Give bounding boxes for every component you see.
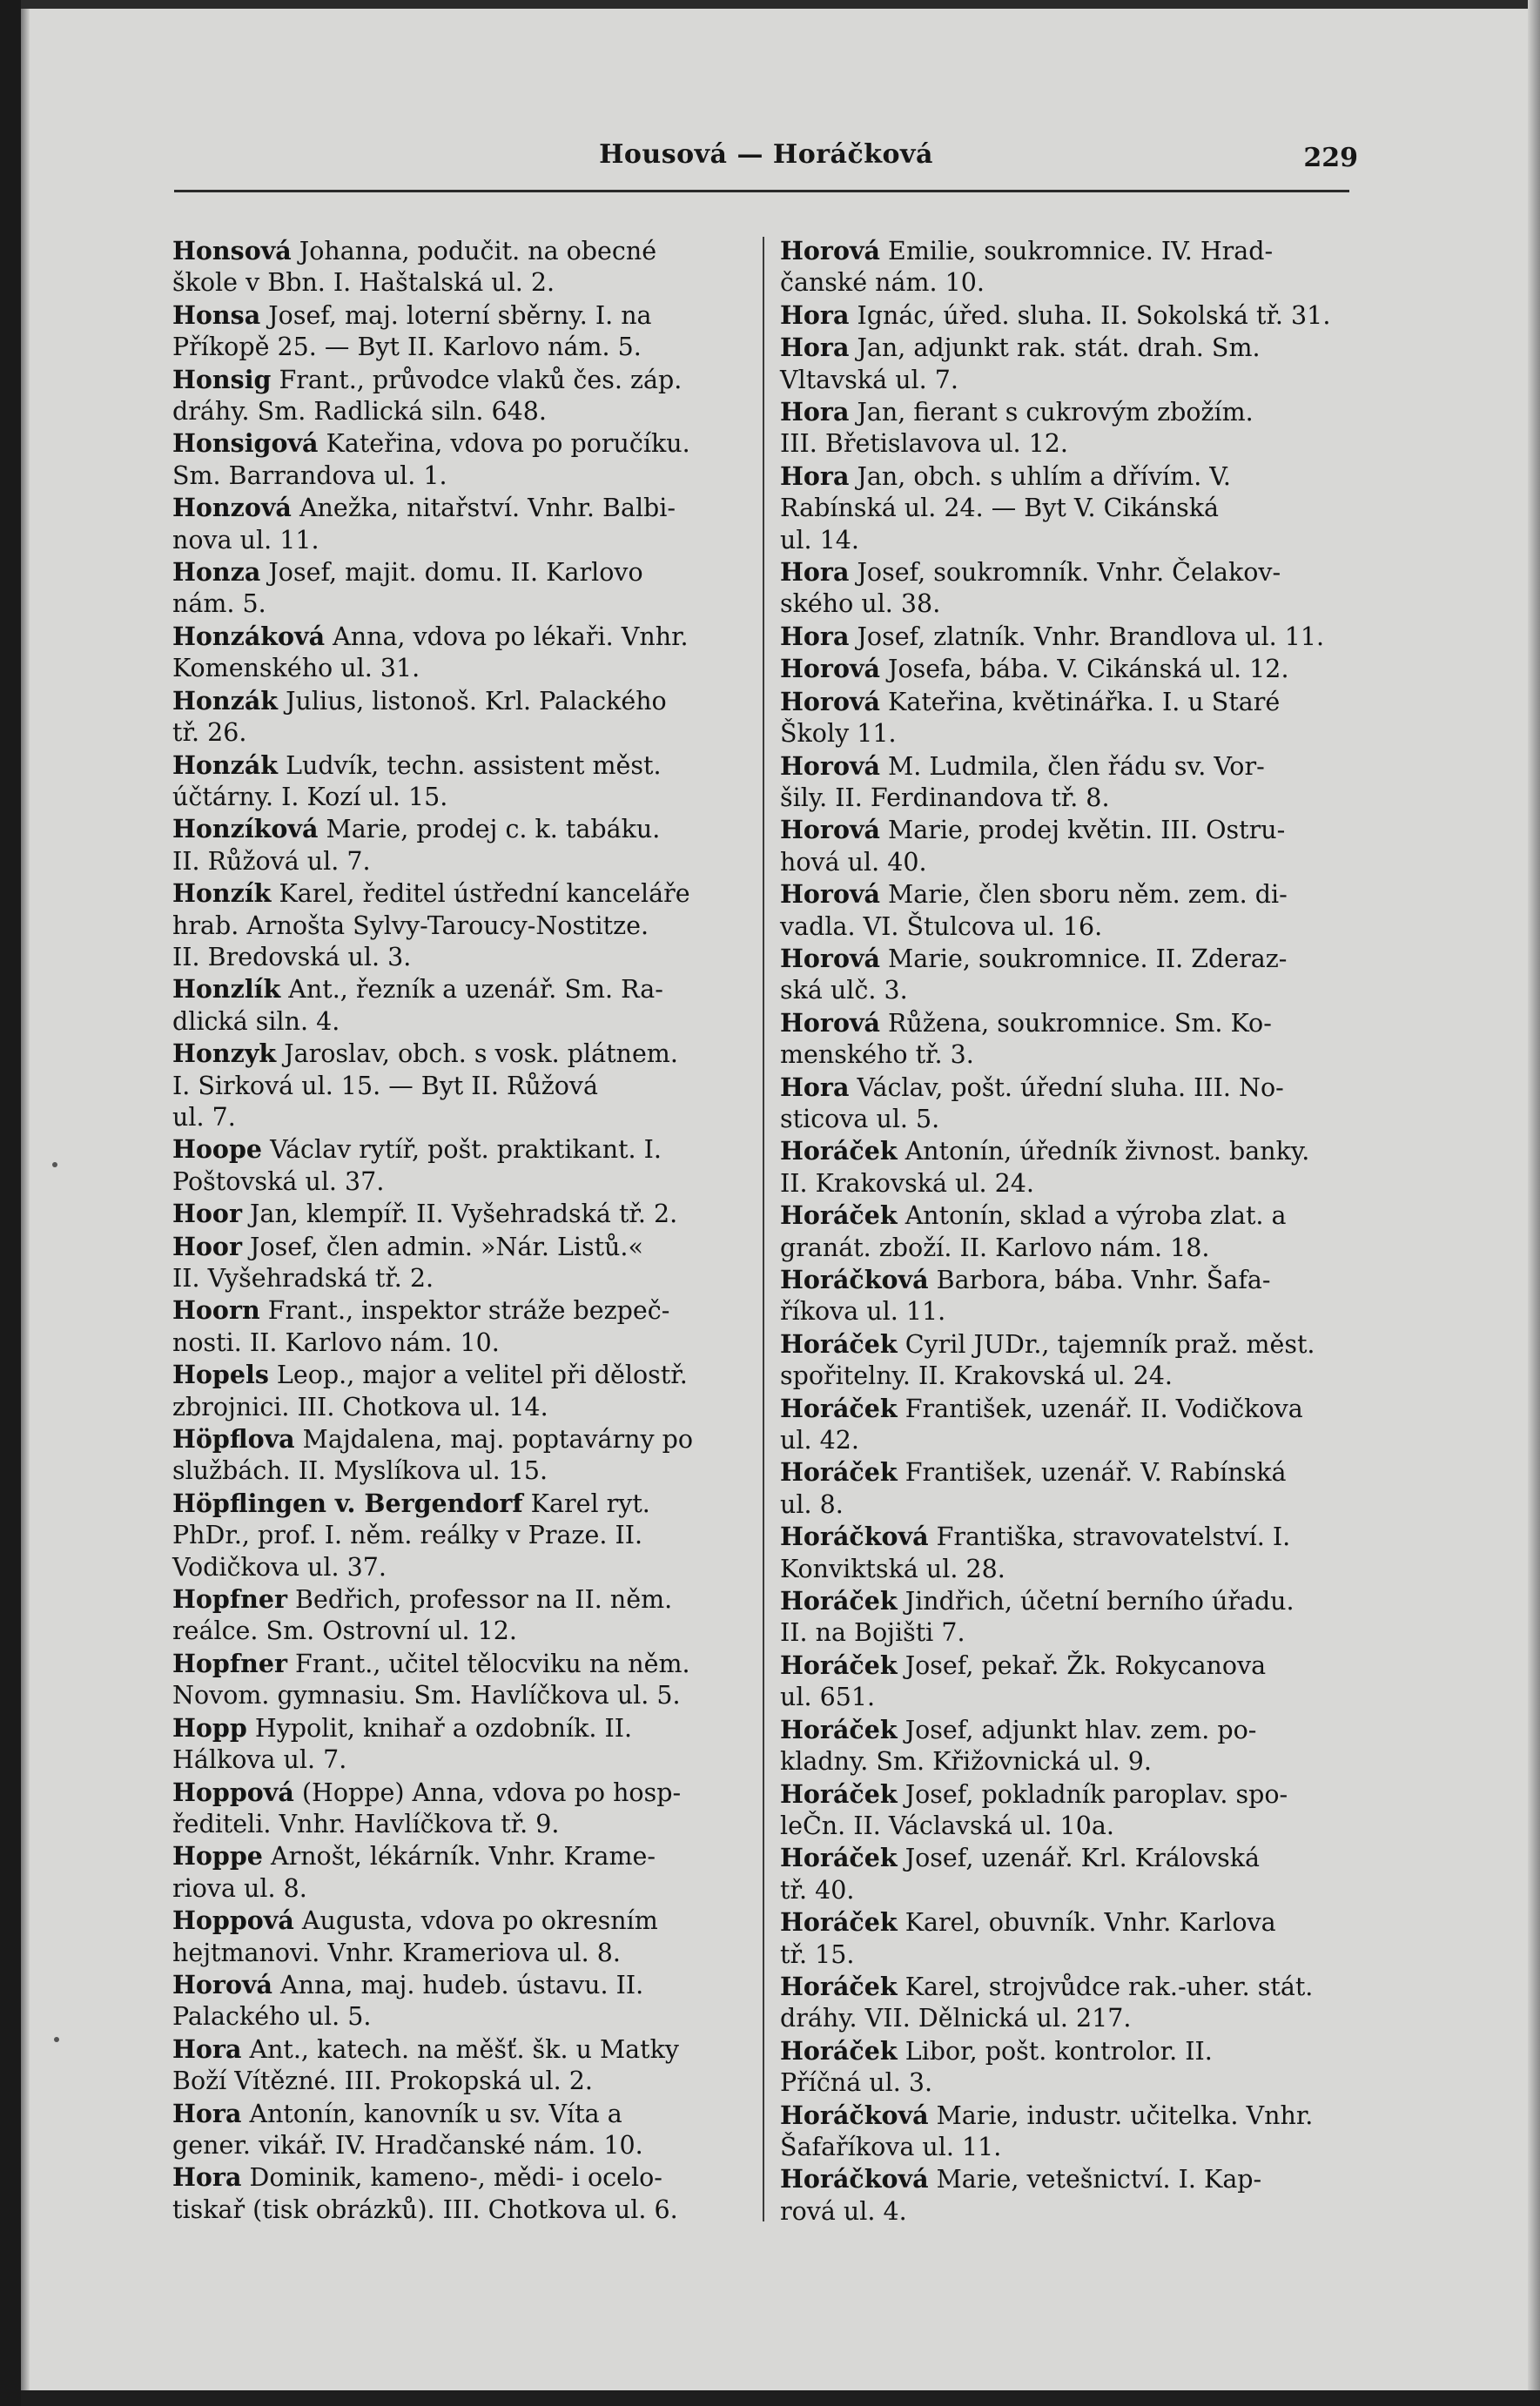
- entry-line: Horáček Josef, uzenář. Krl. Královská: [780, 1843, 1260, 1873]
- entry-line: Hopfner Frant., učitel tělocviku na něm.: [172, 1648, 690, 1678]
- entry-surname: Hopels: [172, 1360, 269, 1390]
- entry-surname: Horáček: [780, 1907, 898, 1938]
- entry-line: Horáček Karel, strojvůdce rak.-uher. stát.: [780, 1971, 1314, 2001]
- entry-line: Honzáková Anna, vdova po lékaři. Vnhr.: [172, 621, 689, 651]
- entry-surname: Horová: [780, 750, 880, 781]
- directory-entry: [172, 427, 756, 492]
- entry-surname: Honzák: [172, 685, 279, 716]
- entry-line: Hopp Hypolit, knihař a ozdobník. II.: [172, 1712, 633, 1743]
- entry-surname: Horáček: [780, 1714, 898, 1744]
- entry-line: tř. 26.: [172, 718, 247, 748]
- entry-line: Šafaříkova ul. 11.: [780, 2132, 1002, 2161]
- entry-line: Hálkova ul. 7.: [172, 1745, 347, 1775]
- entry-line: Poštovská ul. 37.: [172, 1166, 385, 1196]
- entry-line: ul. 14.: [780, 525, 859, 554]
- entry-line: Horáček Cyril JUDr., tajemník praž. měst.: [780, 1328, 1315, 1359]
- entry-line: Hoppová Augusta, vdova po okresním: [172, 1905, 658, 1936]
- entry-line: Hora Josef, soukromník. Vnhr. Čelakov-: [780, 557, 1281, 588]
- entry-line: Honzová Anežka, nitařství. Vnhr. Balbi-: [172, 493, 676, 523]
- entry-surname: Hoppová: [172, 1777, 294, 1807]
- directory-entry: [780, 1456, 1363, 1521]
- directory-entry: [172, 556, 756, 621]
- entry-line: Horáček Josef, pekař. Žk. Rokycanova: [780, 1650, 1267, 1680]
- page-binding-edge: [21, 0, 30, 2406]
- entry-line: II. Růžová ul. 7.: [172, 846, 371, 876]
- entry-surname: Horáčková: [780, 2100, 929, 2130]
- entry-line: Vodičkova ul. 37.: [172, 1552, 387, 1582]
- entry-line: Honzíková Marie, prodej c. k. tabáku.: [172, 814, 661, 844]
- directory-entry: [780, 943, 1363, 1007]
- entry-surname: Honzáková: [172, 621, 326, 651]
- entry-line: Honzák Ludvík, techn. assistent měst.: [172, 749, 662, 780]
- entry-line: Hora Václav, pošt. úřední sluha. III. No-: [780, 1072, 1284, 1102]
- entry-line: říkova ul. 11.: [780, 1297, 946, 1327]
- entry-surname: Hora: [780, 299, 850, 330]
- entry-surname: Horáček: [780, 1136, 898, 1166]
- directory-entry: [780, 1328, 1363, 1393]
- directory-entry: [780, 1714, 1363, 1778]
- entry-line: reálce. Sm. Ostrovní ul. 12.: [172, 1616, 517, 1646]
- entry-line: Horová Marie, soukromnice. II. Zderaz-: [780, 943, 1288, 973]
- directory-entry: [780, 1200, 1363, 1264]
- directory-entry: [780, 686, 1363, 750]
- left-column: [172, 235, 756, 2226]
- entry-surname: Horáčková: [780, 1522, 929, 1552]
- entry-line: Konviktská ul. 28.: [780, 1554, 1005, 1583]
- entry-line: II. na Bojišti 7.: [780, 1618, 965, 1648]
- entry-line: Novom. gymnasiu. Sm. Havlíčkova ul. 5.: [172, 1681, 681, 1710]
- directory-entry: [172, 235, 756, 299]
- directory-entry: [780, 1906, 1363, 1971]
- entry-line: Horová Marie, člen sboru něm. zem. di-: [780, 879, 1288, 910]
- running-title: Housová — Horáčková: [599, 139, 933, 170]
- entry-line: III. Břetislavova ul. 12.: [780, 429, 1068, 459]
- scan-speck: [54, 2037, 59, 2042]
- entry-surname: Horáček: [780, 1200, 898, 1231]
- entry-surname: Höpflingen v. Bergendorf: [172, 1488, 523, 1518]
- scan-top-border: [21, 0, 1540, 9]
- entry-line: službách. II. Myslíkova ul. 15.: [172, 1456, 548, 1486]
- directory-entry: [780, 653, 1363, 685]
- entry-line: Hoor Jan, klempíř. II. Vyšehradská tř. 2.: [172, 1199, 678, 1229]
- directory-entry: [780, 2163, 1363, 2228]
- entry-line: II. Bredovská ul. 3.: [172, 942, 412, 971]
- entry-surname: Honzíková: [172, 814, 319, 844]
- directory-entry: [780, 1521, 1363, 1585]
- directory-entry: [780, 556, 1363, 621]
- directory-entry: [780, 878, 1363, 943]
- directory-entry: [780, 1007, 1363, 1072]
- entry-surname: Horová: [780, 1007, 880, 1038]
- entry-line: Hora Ignác, úřed. sluha. II. Sokolská tř. 31.: [780, 299, 1331, 330]
- entry-line: Horáčková Marie, industr. učitelka. Vnhr.: [780, 2100, 1314, 2130]
- directory-entry: [172, 1648, 756, 1712]
- entry-line: Hopfner Bedřich, professor na II. něm.: [172, 1584, 673, 1615]
- entry-line: Hoppe Arnošt, lékárník. Vnhr. Krame-: [172, 1841, 656, 1872]
- directory-entry: [172, 1905, 756, 1969]
- entry-line: hová ul. 40.: [780, 847, 927, 877]
- entry-surname: Horová: [780, 654, 880, 684]
- directory-entry: [780, 396, 1363, 460]
- scan-right-shadow: [1528, 0, 1540, 2406]
- directory-entry: [780, 1778, 1363, 1843]
- entry-line: nova ul. 11.: [172, 525, 319, 554]
- entry-line: Horová Kateřina, květinářka. I. u Staré: [780, 686, 1281, 716]
- entry-line: hejtmanovi. Vnhr. Krameriova ul. 8.: [172, 1938, 621, 1967]
- directory-entry: [172, 1294, 756, 1359]
- entry-line: sticova ul. 5.: [780, 1104, 940, 1133]
- entry-line: Příčná ul. 3.: [780, 2068, 933, 2098]
- entry-line: Horáček Josef, adjunkt hlav. zem. po-: [780, 1714, 1257, 1744]
- directory-entry: [172, 1423, 756, 1488]
- entry-surname: Honsigová: [172, 428, 319, 459]
- entry-surname: Honzlík: [172, 974, 281, 1005]
- directory-entry: [780, 750, 1363, 815]
- entry-line: kladny. Sm. Křižovnická ul. 9.: [780, 1747, 1152, 1777]
- entry-line: řediteli. Vnhr. Havlíčkova tř. 9.: [172, 1809, 560, 1838]
- entry-line: Horáček Josef, pokladník paroplav. spo-: [780, 1778, 1288, 1809]
- entry-line: Honzák Julius, listonoš. Krl. Palackého: [172, 685, 667, 716]
- entry-line: Honzyk Jaroslav, obch. s vosk. plátnem.: [172, 1038, 678, 1069]
- directory-entry: [780, 1393, 1363, 1457]
- entry-line: Příkopě 25. — Byt II. Karlovo nám. 5.: [172, 333, 642, 362]
- entry-line: Horáčková Františka, stravovatelství. I.: [780, 1522, 1291, 1552]
- entry-line: Školy 11.: [780, 719, 897, 749]
- directory-entry: [172, 1231, 756, 1295]
- directory-entry: [172, 749, 756, 814]
- entry-surname: Honsig: [172, 364, 272, 394]
- entry-line: Hora Jan, adjunkt rak. stát. drah. Sm.: [780, 333, 1261, 363]
- entry-line: vadla. VI. Štulcova ul. 16.: [780, 911, 1103, 941]
- entry-line: spořitelny. II. Krakovská ul. 24.: [780, 1361, 1173, 1391]
- entry-line: granát. zboží. II. Karlovo nám. 18.: [780, 1233, 1210, 1262]
- entry-surname: Horová: [780, 236, 880, 265]
- entry-line: Honsig Frant., průvodce vlaků čes. záp.: [172, 364, 683, 394]
- directory-entry: [780, 1971, 1363, 2035]
- entry-line: Horová Růžena, soukromnice. Sm. Ko-: [780, 1007, 1272, 1038]
- entry-surname: Hoppová: [172, 1905, 294, 1936]
- entry-line: Hora Jan, fierant s cukrovým zbožím.: [780, 397, 1254, 427]
- entry-line: ul. 7.: [172, 1102, 236, 1132]
- entry-surname: Horáčková: [780, 1265, 929, 1294]
- directory-entry: [780, 332, 1363, 396]
- entry-line: Hoor Josef, člen admin. »Nár. Listů.«: [172, 1231, 643, 1261]
- entry-line: Horáček Antonín, úředník živnost. banky.: [780, 1136, 1310, 1166]
- entry-surname: Hoor: [172, 1199, 242, 1229]
- directory-entry: [780, 1135, 1363, 1200]
- entry-surname: Horáčková: [780, 2164, 929, 2194]
- entry-line: ská ulč. 3.: [780, 976, 908, 1005]
- entry-line: škole v Bbn. I. Haštalská ul. 2.: [172, 268, 555, 298]
- directory-entry: [172, 1133, 756, 1198]
- scan-speck: [52, 1162, 57, 1167]
- entry-surname: Hora: [172, 2033, 242, 2064]
- entry-surname: Horáček: [780, 1971, 898, 2001]
- entry-line: Hora Ant., katech. na měšť. šk. u Matky: [172, 2033, 679, 2064]
- entry-line: PhDr., prof. I. něm. reálky v Praze. II.: [172, 1521, 643, 1550]
- entry-surname: Honza: [172, 557, 261, 588]
- entry-surname: Hora: [780, 460, 850, 491]
- entry-line: leČn. II. Václavská ul. 10a.: [780, 1811, 1114, 1840]
- entry-line: rová ul. 4.: [780, 2196, 907, 2226]
- entry-line: Horáček František, uzenář. II. Vodičkova: [780, 1393, 1303, 1423]
- entry-surname: Hoorn: [172, 1295, 260, 1326]
- entry-line: Horová Marie, prodej květin. III. Ostru-: [780, 815, 1286, 845]
- entry-line: Hoope Václav rytíř, pošt. praktikant. I.: [172, 1134, 662, 1165]
- directory-entry: [780, 814, 1363, 878]
- directory-entry: [172, 299, 756, 364]
- directory-entry: [172, 877, 756, 973]
- entry-line: účtárny. I. Kozí ul. 15.: [172, 782, 448, 811]
- entry-line: nám. 5.: [172, 589, 266, 619]
- entry-line: Boží Vítězné. III. Prokopská ul. 2.: [172, 2067, 593, 2096]
- directory-entry: [780, 1072, 1363, 1136]
- directory-entry: [172, 1198, 756, 1230]
- directory-entry: [172, 1488, 756, 1583]
- entry-line: hrab. Arnošta Sylvy-Taroucy-Nostitze.: [172, 911, 649, 940]
- scan-bottom-border: [21, 2390, 1540, 2406]
- directory-entry: [780, 2100, 1363, 2164]
- directory-entry: [780, 621, 1363, 653]
- entry-line: Palackého ul. 5.: [172, 2002, 372, 2032]
- page-number: 229: [1303, 143, 1358, 173]
- entry-line: ského ul. 38.: [780, 589, 941, 619]
- entry-line: Hoppová (Hoppe) Anna, vdova po hosp-: [172, 1777, 682, 1807]
- directory-entry: [780, 1650, 1363, 1714]
- entry-surname: Honzík: [172, 878, 272, 909]
- entry-line: ul. 651.: [780, 1683, 876, 1712]
- entry-line: I. Sirková ul. 15. — Byt II. Růžová: [172, 1071, 599, 1100]
- entry-surname: Horová: [780, 815, 880, 845]
- entry-line: II. Krakovská ul. 24.: [780, 1168, 1034, 1198]
- directory-entry: [172, 1583, 756, 1648]
- entry-surname: Horáček: [780, 1843, 898, 1873]
- entry-line: Horáčková Marie, vetešnictví. I. Kap-: [780, 2164, 1262, 2194]
- directory-entry: [172, 685, 756, 749]
- entry-line: gener. vikář. IV. Hradčanské nám. 10.: [172, 2130, 643, 2160]
- entry-surname: Honsová: [172, 236, 292, 265]
- entry-surname: Honzák: [172, 749, 279, 780]
- entry-surname: Horáček: [780, 1586, 898, 1616]
- column-divider: [763, 237, 764, 2221]
- entry-surname: Hora: [780, 621, 850, 651]
- entry-surname: Hora: [172, 2098, 242, 2128]
- entry-line: Horová Josefa, bába. V. Cikánská ul. 12.: [780, 654, 1289, 684]
- entry-line: Horáček Karel, obuvník. Vnhr. Karlova: [780, 1907, 1276, 1938]
- entry-surname: Hora: [780, 333, 850, 363]
- entry-line: Horáčková Barbora, bába. Vnhr. Šafa-: [780, 1265, 1271, 1294]
- directory-entry: [172, 1712, 756, 1777]
- page-header: [174, 139, 1358, 192]
- entry-surname: Hopfner: [172, 1648, 287, 1678]
- entry-surname: Hoope: [172, 1134, 263, 1165]
- directory-entry: [172, 813, 756, 877]
- entry-surname: Hora: [780, 397, 850, 427]
- entry-surname: Horáček: [780, 1393, 898, 1423]
- directory-entry: [172, 1840, 756, 1905]
- directory-entry: [172, 492, 756, 556]
- entry-surname: Horová: [172, 1969, 272, 1999]
- entry-line: Komenského ul. 31.: [172, 654, 420, 683]
- directory-entry: [172, 364, 756, 428]
- directory-entry: [172, 2033, 756, 2098]
- entry-surname: Hora: [780, 557, 850, 588]
- directory-entry: [780, 235, 1363, 299]
- entry-line: dráhy. VII. Dělnická ul. 217.: [780, 2004, 1132, 2033]
- entry-line: Hora Jan, obch. s uhlím a dřívím. V.: [780, 460, 1231, 491]
- entry-line: ul. 8.: [780, 1489, 844, 1519]
- entry-line: Horová Anna, maj. hudeb. ústavu. II.: [172, 1969, 644, 1999]
- entry-line: Horová Emilie, soukromnice. IV. Hrad-: [780, 236, 1274, 265]
- entry-line: dráhy. Sm. Radlická siln. 648.: [172, 397, 547, 427]
- entry-surname: Horáček: [780, 2035, 898, 2066]
- entry-line: dlická siln. 4.: [172, 1006, 340, 1036]
- scan-left-border: [0, 0, 21, 2406]
- entry-line: Honzlík Ant., řezník a uzenář. Sm. Ra-: [172, 974, 663, 1005]
- entry-line: Horáček Libor, pošt. kontrolor. II.: [780, 2035, 1213, 2066]
- right-column: [780, 235, 1363, 2228]
- entry-surname: Horová: [780, 686, 880, 716]
- directory-entry: [172, 2161, 756, 2226]
- directory-entry: [780, 1264, 1363, 1328]
- entry-surname: Horáček: [780, 1457, 898, 1488]
- entry-line: tř. 40.: [780, 1875, 855, 1905]
- entry-surname: Horáček: [780, 1778, 898, 1809]
- entry-line: riova ul. 8.: [172, 1873, 307, 1903]
- entry-line: Höpflova Majdalena, maj. poptavárny po: [172, 1424, 694, 1455]
- entry-line: Höpflingen v. Bergendorf Karel ryt.: [172, 1488, 650, 1518]
- entry-surname: Honzová: [172, 493, 292, 523]
- entry-line: Hora Josef, zlatník. Vnhr. Brandlova ul. 11.: [780, 621, 1325, 651]
- entry-line: čanské nám. 10.: [780, 268, 985, 298]
- entry-surname: Hopfner: [172, 1584, 287, 1615]
- directory-entry: [172, 1969, 756, 2033]
- entry-surname: Hopp: [172, 1712, 247, 1743]
- entry-line: ul. 42.: [780, 1426, 859, 1455]
- entry-line: Hora Dominik, kameno-, mědi- i ocelo-: [172, 2162, 662, 2193]
- entry-line: Hora Antonín, kanovník u sv. Víta a: [172, 2098, 622, 2128]
- entry-surname: Horová: [780, 943, 880, 973]
- directory-entry: [780, 1842, 1363, 1906]
- entry-line: nosti. II. Karlovo nám. 10.: [172, 1327, 500, 1357]
- directory-entry: [780, 2035, 1363, 2100]
- entry-line: Honza Josef, majit. domu. II. Karlovo: [172, 557, 643, 588]
- entry-line: Horáček Jindřich, účetní berního úřadu.: [780, 1586, 1295, 1616]
- entry-line: Vltavská ul. 7.: [780, 365, 958, 394]
- entry-line: Sm. Barrandova ul. 1.: [172, 460, 447, 490]
- directory-entry: [780, 460, 1363, 556]
- entry-line: tř. 15.: [780, 1939, 855, 1969]
- directory-entry: [780, 1585, 1363, 1650]
- entry-surname: Hoppe: [172, 1841, 263, 1872]
- entry-line: šily. II. Ferdinandova tř. 8.: [780, 783, 1110, 812]
- entry-line: menského tř. 3.: [780, 1040, 974, 1070]
- entry-line: zbrojnici. III. Chotkova ul. 14.: [172, 1392, 548, 1421]
- header-rule: [174, 190, 1349, 192]
- directory-entry: [172, 621, 756, 685]
- entry-line: Honsigová Kateřina, vdova po poručíku.: [172, 428, 690, 459]
- entry-surname: Horáček: [780, 1650, 898, 1680]
- entry-line: Honsa Josef, maj. loterní sběrny. I. na: [172, 299, 652, 330]
- directory-entry: [172, 1038, 756, 1133]
- entry-line: Rabínská ul. 24. — Byt V. Cikánská: [780, 494, 1219, 523]
- entry-line: tiskař (tisk obrázků). III. Chotkova ul. 6.: [172, 2194, 678, 2224]
- entry-line: Honsová Johanna, podučit. na obecné: [172, 236, 657, 265]
- directory-entry: [172, 1777, 756, 1841]
- entry-surname: Honzyk: [172, 1038, 277, 1069]
- entry-line: Horová M. Ludmila, člen řádu sv. Vor-: [780, 750, 1265, 781]
- entry-surname: Horáček: [780, 1328, 898, 1359]
- entry-surname: Hora: [172, 2162, 242, 2193]
- entry-surname: Hora: [780, 1072, 850, 1102]
- directory-entry: [172, 1359, 756, 1423]
- entry-surname: Horová: [780, 879, 880, 910]
- entry-surname: Höpflova: [172, 1424, 295, 1455]
- entry-line: II. Vyšehradská tř. 2.: [172, 1264, 434, 1293]
- entry-line: Honzík Karel, ředitel ústřední kanceláře: [172, 878, 690, 909]
- directory-entry: [172, 973, 756, 1038]
- entry-surname: Honsa: [172, 299, 261, 330]
- entry-line: Hoorn Frant., inspektor stráže bezpeč-: [172, 1295, 670, 1326]
- entry-line: Horáček Antonín, sklad a výroba zlat. a: [780, 1200, 1287, 1231]
- entry-surname: Hoor: [172, 1231, 242, 1261]
- entry-line: Horáček František, uzenář. V. Rabínská: [780, 1457, 1287, 1488]
- directory-entry: [172, 2098, 756, 2162]
- entry-line: Hopels Leop., major a velitel při dělostř.: [172, 1360, 688, 1390]
- directory-entry: [780, 299, 1363, 332]
